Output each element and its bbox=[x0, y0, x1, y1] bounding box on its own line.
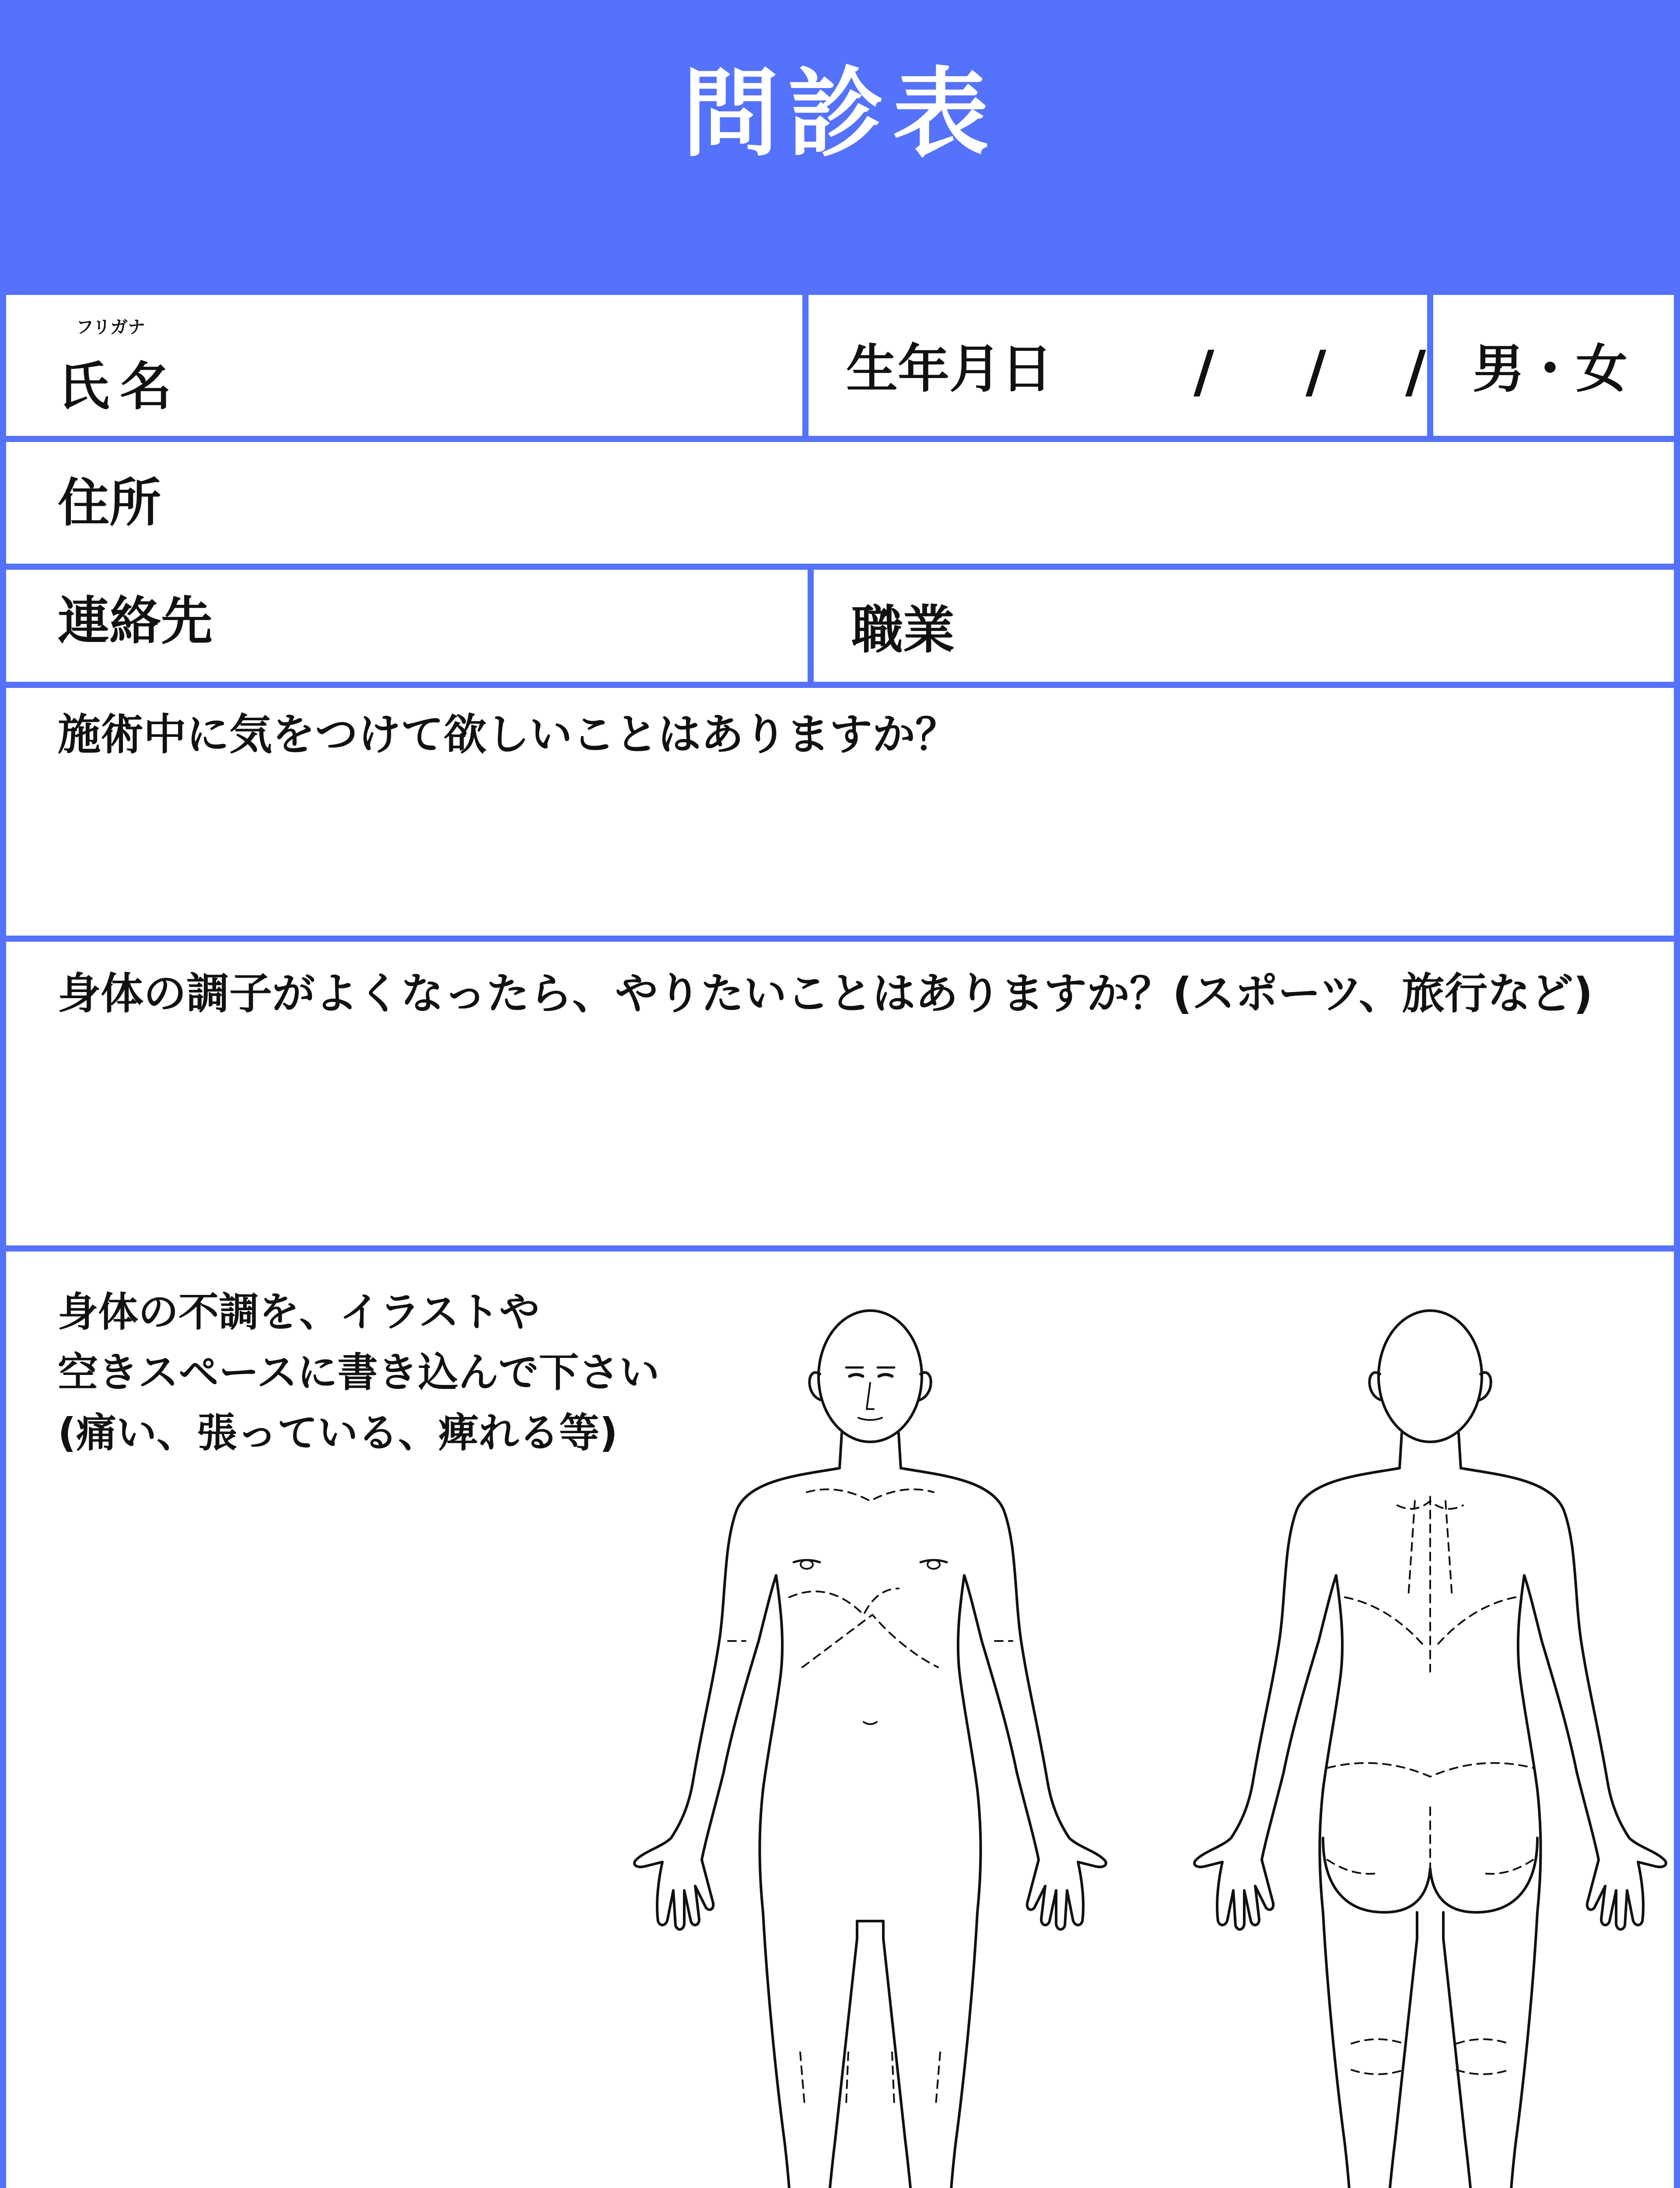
name-field[interactable] bbox=[0, 289, 808, 442]
sex-label: 男・女 bbox=[1473, 339, 1628, 399]
occupation-field[interactable] bbox=[808, 564, 1680, 688]
body-front-illustration bbox=[619, 1291, 1122, 2188]
header-bar bbox=[0, 0, 1680, 292]
contact-label: 連絡先 bbox=[58, 591, 213, 651]
address-field[interactable] bbox=[0, 436, 1680, 570]
goals-question-field[interactable] bbox=[0, 936, 1680, 1252]
sex-field[interactable] bbox=[1427, 289, 1680, 442]
birthdate-label: 生年月日 bbox=[846, 339, 1053, 399]
body-diagram-field[interactable] bbox=[0, 1245, 1680, 2188]
body-instructions-line2: 空きスペースに書き込んで下さい bbox=[58, 1349, 660, 1396]
birthdate-separator-2: / bbox=[1306, 338, 1326, 405]
birthdate-separator-3: / bbox=[1405, 338, 1426, 405]
name-label: 氏名 bbox=[58, 356, 182, 417]
body-instructions-line1: 身体の不調を、イラストや bbox=[58, 1289, 540, 1336]
body-instructions bbox=[58, 1282, 659, 1463]
birthdate-separator-1: / bbox=[1194, 338, 1214, 405]
care-question-label: 施術中に気をつけて欲しいことはありますか？ bbox=[58, 710, 959, 760]
birthdate-field[interactable] bbox=[802, 289, 1433, 442]
care-question-field[interactable] bbox=[0, 682, 1680, 942]
goals-question-label: 身体の調子がよくなったら、やりたいことはありますか？(スポーツ、旅行など) bbox=[58, 969, 1593, 1019]
address-label: 住所 bbox=[58, 473, 161, 533]
body-back-illustration bbox=[1179, 1291, 1680, 2188]
body-instructions-line3: (痛い、張っている、痺れる等) bbox=[58, 1410, 618, 1456]
contact-field[interactable] bbox=[0, 564, 814, 688]
page-title: 問診表 bbox=[682, 58, 998, 170]
occupation-label: 職業 bbox=[851, 600, 955, 660]
furigana-label: フリガナ bbox=[76, 317, 145, 337]
